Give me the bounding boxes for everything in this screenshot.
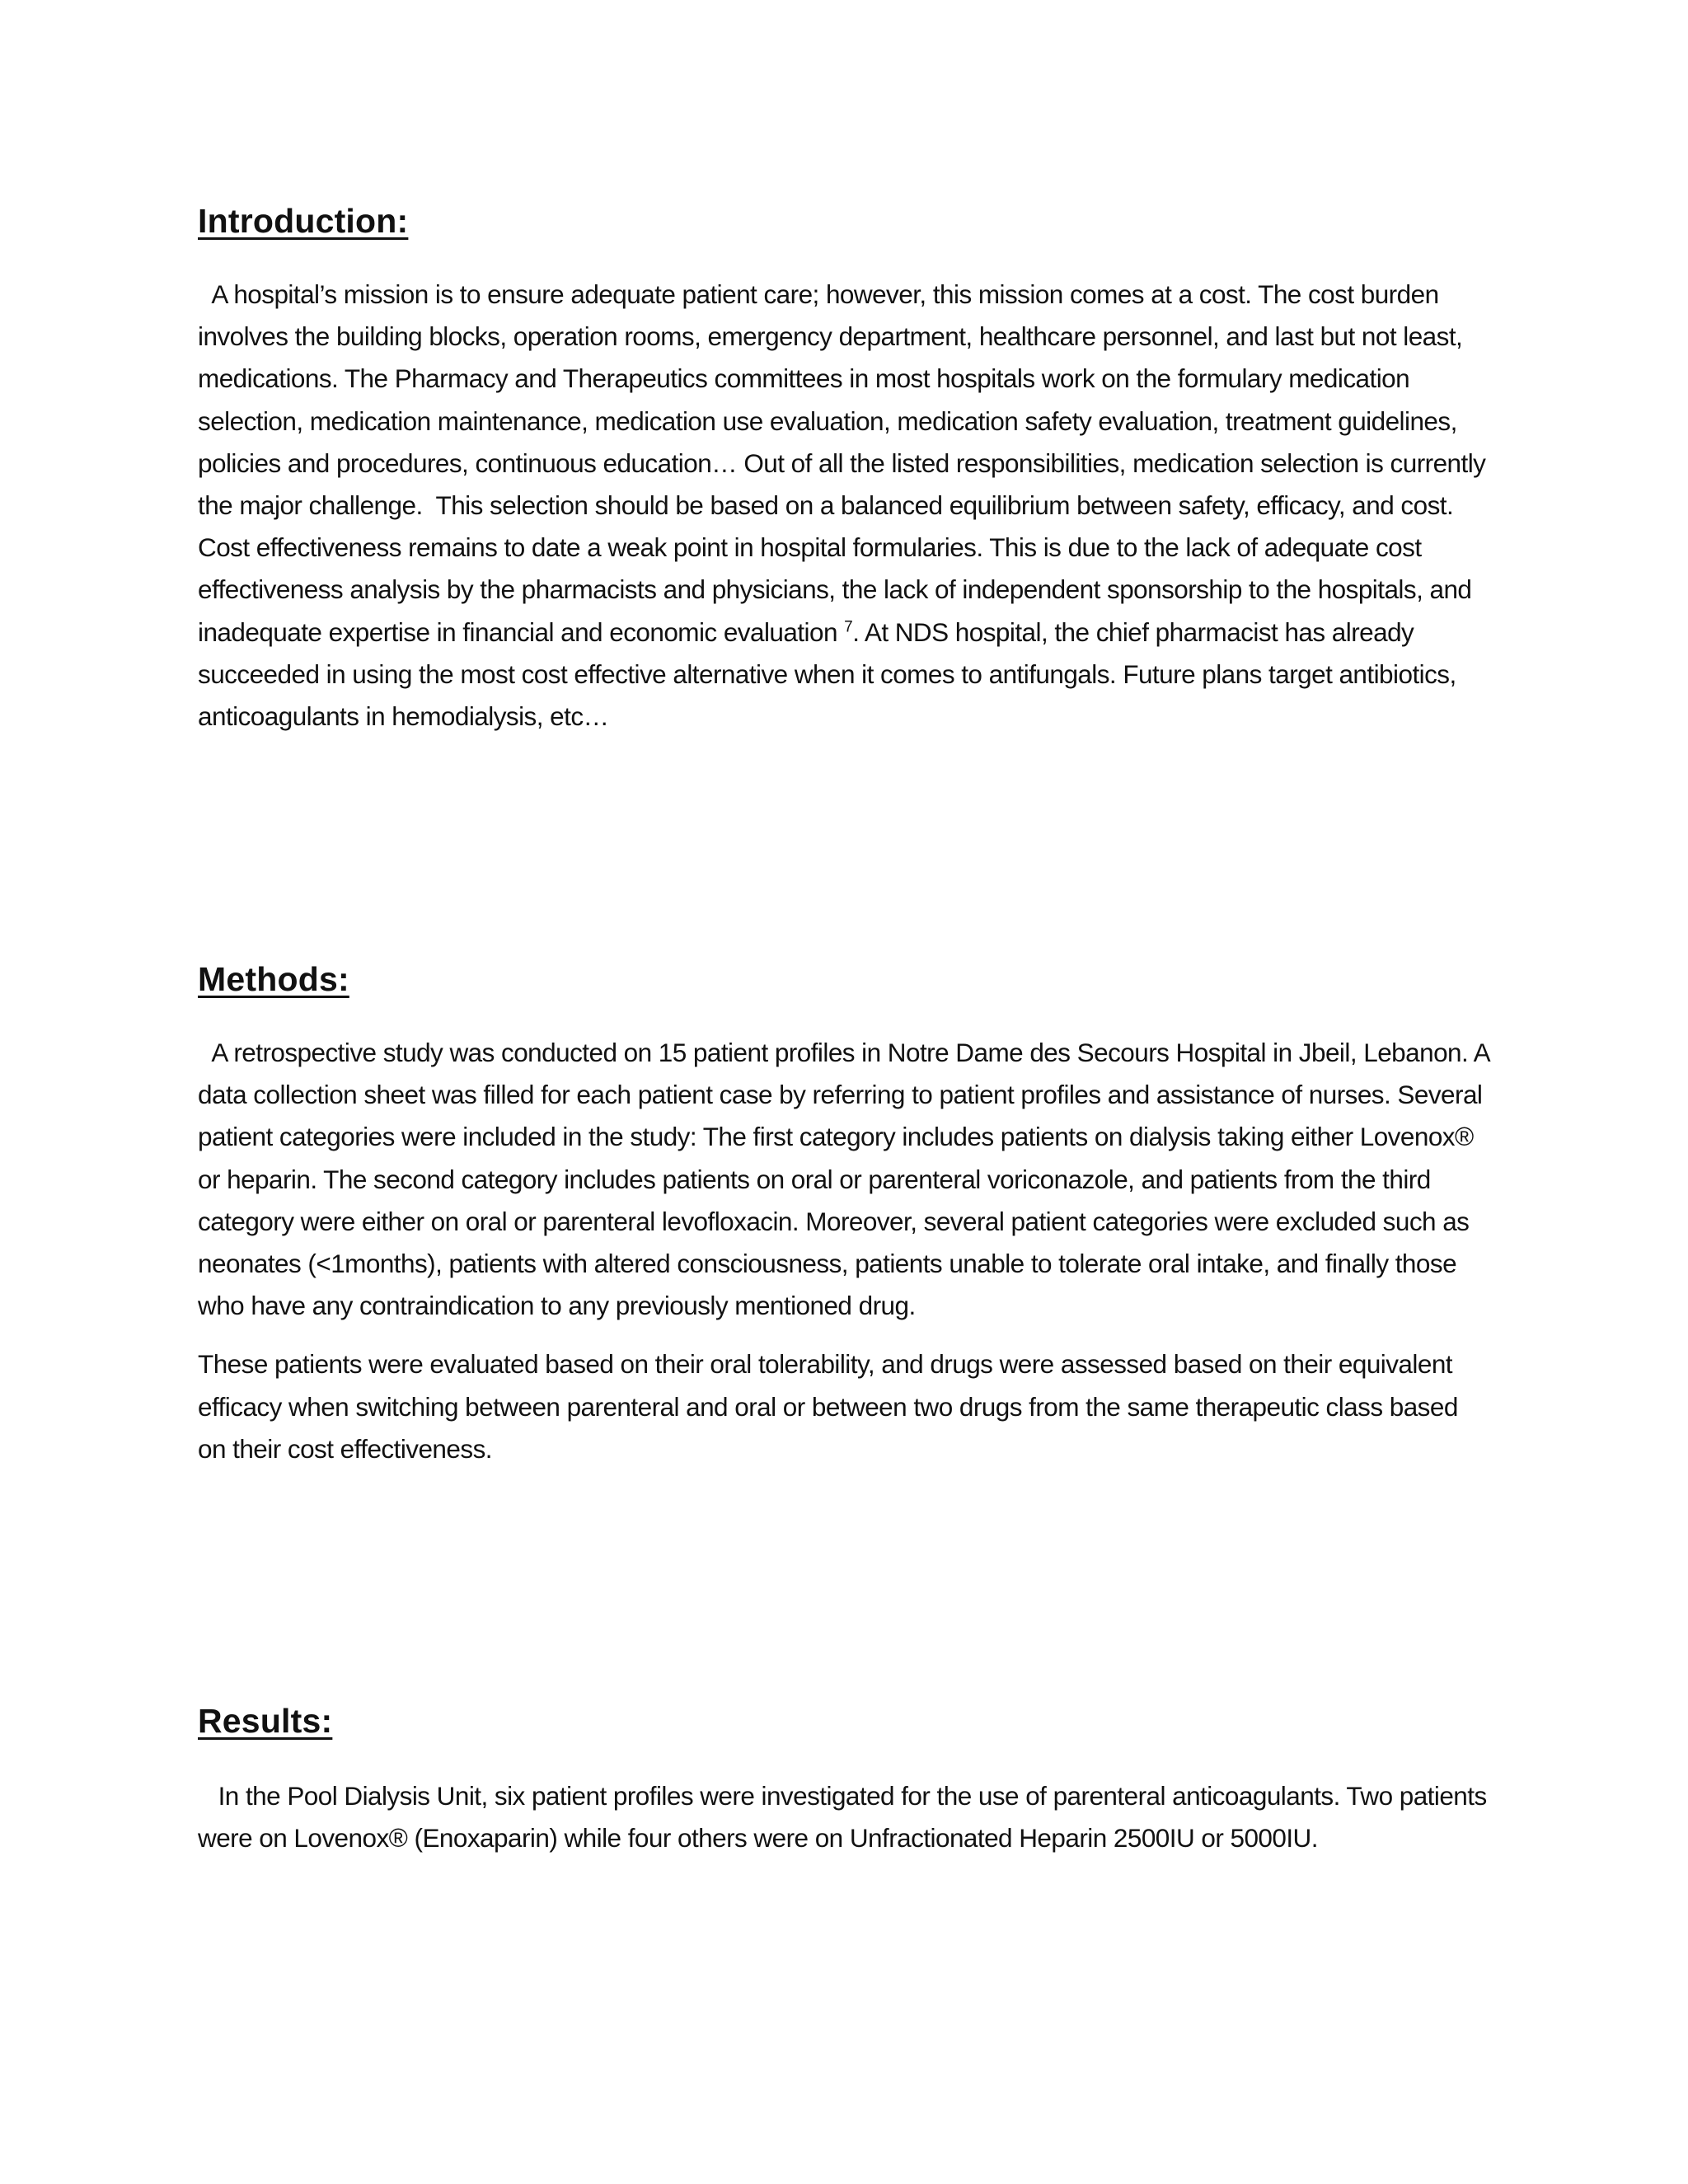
methods-heading: Methods: bbox=[198, 960, 349, 998]
results-paragraph-1: In the Pool Dialysis Unit, six patient profiles were investigated for the use of parenteral anticoagulants. Two patients were on Lovenox® (Enoxaparin) while four others were on Unfractionated Heparin 2500IU or 5000IU. bbox=[198, 1781, 1493, 1854]
introduction-heading: Introduction: bbox=[198, 202, 409, 240]
citation-superscript: 7 bbox=[844, 618, 853, 636]
methods-paragraph-1: A retrospective study was conducted on 15 patient profiles in Notre Dame des Secours Hospital in Jbeil, Lebanon. A data collection sheet was filled for each patient case by referring to patient profiles and assistance of nurses. Several patient categories were included in the study: The first category includes patients on dialysis taking either Lovenox® or heparin. The second category includes patients on oral or parenteral voriconazole, and patients from the third category were either on oral or parenteral levofloxacin. Moreover, several patient categories were excluded such as neonates (<1months), patients with altered consciousness, patients unable to tolerate oral intake, and finally those who have any contraindication to any previously mentioned drug. bbox=[198, 1038, 1496, 1321]
introduction-paragraph bbox=[198, 274, 1492, 738]
results-section bbox=[198, 1698, 1492, 1859]
introduction-section bbox=[198, 198, 1492, 738]
methods-paragraph-2: These patients were evaluated based on their oral tolerability, and drugs were assessed based on their equivalent efficacy when switching between parenteral and oral or between two drugs from the same therapeutic class based on their cost effectiveness. bbox=[198, 1349, 1465, 1464]
introduction-text-part-2: . At NDS hospital, the chief pharmacist has already succeeded in using the most cost effective alternative when it comes to antifungals. Future plans target antibiotics, anticoagulants in hemodialysis, etc… bbox=[198, 616, 1463, 732]
methods-section bbox=[198, 956, 1496, 1470]
introduction-text-part-1: A hospital’s mission is to ensure adequate patient care; however, this mission comes at a cost. The cost burden involves the building blocks, operation rooms, emergency department, healthcare personnel, and last but not least, medications. The Pharmacy and Therapeutics committees in most hospitals work on the formulary medication selection, medication maintenance, medication use evaluation, medication safety evaluation, treatment guidelines, policies and procedures, continuous education… Out of all the listed responsibilities, medication selection is currently the major challenge. This selection should be based on a balanced equilibrium between safety, efficacy, and cost. Cost effectiveness remains to date a weak point in hospital formularies. This is due to the lack of adequate cost effectiveness analysis by the pharmacists and physicians, the lack of independent sponsorship to the hospitals, and inadequate expertise in financial and economic evaluation bbox=[198, 279, 1493, 647]
results-heading: Results: bbox=[198, 1702, 333, 1740]
